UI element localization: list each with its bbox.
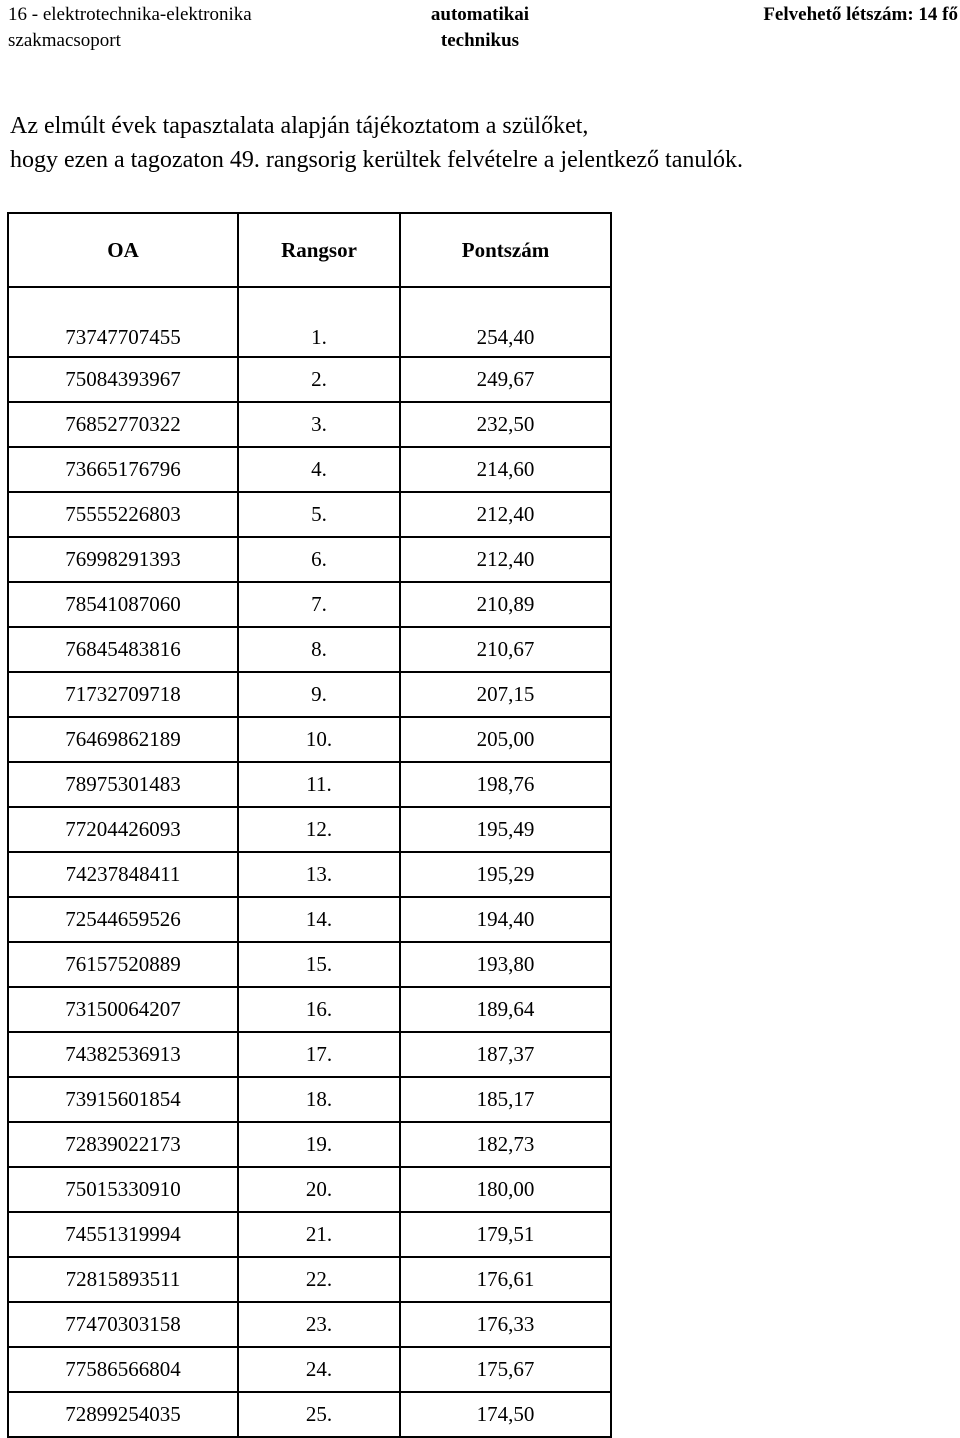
header-profession-line2: technikus [440,30,520,51]
table-row [8,1212,611,1257]
table-row [8,852,611,897]
ranking-table [7,212,612,1438]
oa-cell: 77586566804 [8,1347,238,1392]
rank-cell: 12. [238,807,400,852]
rank-cell: 22. [238,1257,400,1302]
table-row [8,402,611,447]
table-row [8,582,611,627]
oa-cell: 74237848411 [8,852,238,897]
score-cell: 185,17 [400,1077,611,1122]
rank-cell: 4. [238,447,400,492]
header-capacity: Felvehető létszám: 14 fő [763,4,958,25]
rank-cell: 5. [238,492,400,537]
rank-cell: 9. [238,672,400,717]
rank-cell: 15. [238,942,400,987]
rank-cell: 18. [238,1077,400,1122]
score-cell: 194,40 [400,897,611,942]
table-row [8,942,611,987]
table-row [8,1077,611,1122]
score-cell: 180,00 [400,1167,611,1212]
table-row [8,672,611,717]
rank-cell: 24. [238,1347,400,1392]
table-row [8,357,611,402]
rank-cell: 20. [238,1167,400,1212]
oa-cell: 74382536913 [8,1032,238,1077]
oa-cell: 75084393967 [8,357,238,402]
score-cell: 176,61 [400,1257,611,1302]
table-row [8,1257,611,1302]
oa-cell: 75015330910 [8,1167,238,1212]
oa-cell: 77470303158 [8,1302,238,1347]
score-cell: 174,50 [400,1392,611,1437]
oa-cell: 73915601854 [8,1077,238,1122]
score-cell: 207,15 [400,672,611,717]
header-profession-line1: automatikai [430,4,530,25]
oa-cell: 78541087060 [8,582,238,627]
score-cell: 212,40 [400,492,611,537]
score-cell: 179,51 [400,1212,611,1257]
table-row [8,897,611,942]
header-profession [400,2,560,54]
oa-cell: 73747707455 [8,287,238,357]
score-cell: 189,64 [400,987,611,1032]
rank-cell: 10. [238,717,400,762]
column-header-score: Pontszám [400,213,611,287]
score-cell: 195,29 [400,852,611,897]
rank-cell: 14. [238,897,400,942]
table-row [8,1302,611,1347]
oa-cell: 72815893511 [8,1257,238,1302]
table-row [8,807,611,852]
table-row [8,1122,611,1167]
column-header-oa: OA [8,213,238,287]
table-row [8,287,611,357]
rank-cell: 1. [238,287,400,357]
table-row [8,537,611,582]
rank-cell: 25. [238,1392,400,1437]
rank-cell: 11. [238,762,400,807]
score-cell: 210,67 [400,627,611,672]
score-cell: 212,40 [400,537,611,582]
table-row [8,987,611,1032]
table-row [8,1392,611,1437]
table-row [8,627,611,672]
score-cell: 198,76 [400,762,611,807]
table-row [8,1032,611,1077]
oa-cell: 73150064207 [8,987,238,1032]
table-row [8,447,611,492]
oa-cell: 74551319994 [8,1212,238,1257]
header-program-group [8,2,308,54]
oa-cell: 76157520889 [8,942,238,987]
score-cell: 249,67 [400,357,611,402]
table-row [8,492,611,537]
column-header-rank: Rangsor [238,213,400,287]
rank-cell: 17. [238,1032,400,1077]
oa-cell: 72899254035 [8,1392,238,1437]
oa-cell: 76469862189 [8,717,238,762]
oa-cell: 73665176796 [8,447,238,492]
oa-cell: 71732709718 [8,672,238,717]
score-cell: 187,37 [400,1032,611,1077]
table-row [8,1167,611,1212]
intro-line2: hogy ezen a tagozaton 49. rangsorig kerültek felvételre a jelentkező tanulók. [10,147,744,173]
score-cell: 205,00 [400,717,611,762]
score-cell: 214,60 [400,447,611,492]
rank-cell: 3. [238,402,400,447]
rank-cell: 23. [238,1302,400,1347]
intro-line1: Az elmúlt évek tapasztalata alapján tájékoztatom a szülőket, [10,113,589,139]
header-group-line2: szakmacsoport [8,30,121,51]
oa-cell: 72839022173 [8,1122,238,1167]
score-cell: 195,49 [400,807,611,852]
rank-cell: 6. [238,537,400,582]
table-row [8,1347,611,1392]
oa-cell: 77204426093 [8,807,238,852]
rank-cell: 21. [238,1212,400,1257]
oa-cell: 78975301483 [8,762,238,807]
intro-paragraph [10,109,910,177]
oa-cell: 76998291393 [8,537,238,582]
oa-cell: 75555226803 [8,492,238,537]
oa-cell: 76845483816 [8,627,238,672]
score-cell: 182,73 [400,1122,611,1167]
score-cell: 175,67 [400,1347,611,1392]
score-cell: 210,89 [400,582,611,627]
score-cell: 254,40 [400,287,611,357]
score-cell: 193,80 [400,942,611,987]
table-row [8,717,611,762]
header-group-line1: 16 - elektrotechnika-elektronika [8,4,252,25]
table-row [8,762,611,807]
score-cell: 232,50 [400,402,611,447]
rank-cell: 16. [238,987,400,1032]
score-cell: 176,33 [400,1302,611,1347]
oa-cell: 72544659526 [8,897,238,942]
rank-cell: 13. [238,852,400,897]
oa-cell: 76852770322 [8,402,238,447]
rank-cell: 7. [238,582,400,627]
rank-cell: 8. [238,627,400,672]
table-header-row [8,213,611,287]
rank-cell: 19. [238,1122,400,1167]
rank-cell: 2. [238,357,400,402]
